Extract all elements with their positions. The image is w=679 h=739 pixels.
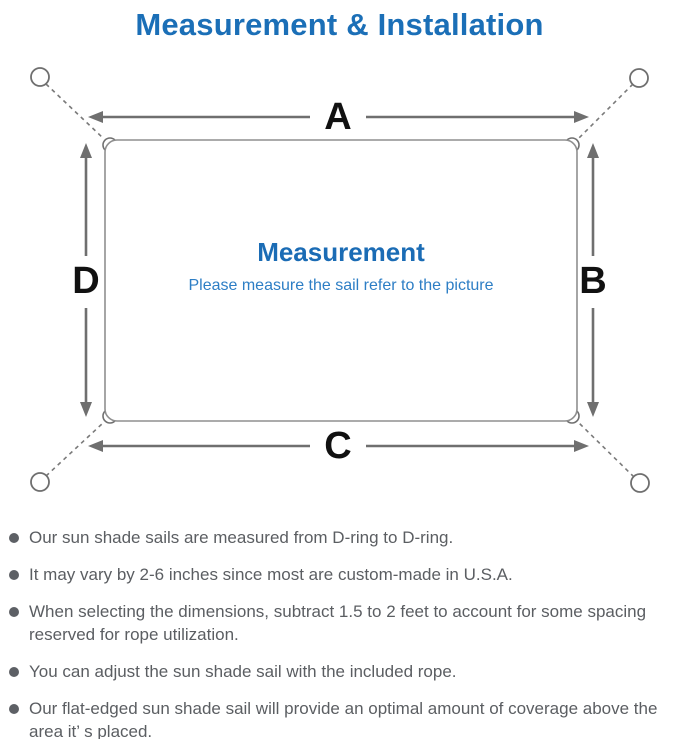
arrowhead-b-down: [587, 402, 599, 417]
dim-label-b: B: [579, 260, 607, 302]
notes-list: [9, 526, 669, 739]
note-text: When selecting the dimensions, subtract 1.5 to 2 feet to account for some spacing reserved for rope utilization.: [29, 602, 647, 644]
bullet-icon: [9, 704, 19, 714]
dim-label-d: D: [72, 260, 100, 302]
anchor-circle-bottom-left: [31, 473, 49, 491]
page-title: Measurement & Installation: [135, 7, 544, 42]
anchor-circle-bottom-right: [631, 474, 649, 492]
rope-bottom-left: [46, 423, 103, 476]
note-text: Our sun shade sails are measured from D-ring to D-ring.: [29, 528, 454, 547]
measurement-diagram: [0, 60, 679, 530]
arrowhead-c-right: [574, 440, 589, 452]
rope-bottom-right: [579, 423, 634, 477]
list-item: [9, 660, 669, 683]
list-item: [9, 697, 669, 739]
dim-label-c: C: [324, 425, 352, 467]
anchor-circle-top-left: [31, 68, 49, 86]
arrowhead-d-up: [80, 143, 92, 158]
arrowhead-a-right: [574, 111, 589, 123]
note-text: You can adjust the sun shade sail with the included rope.: [29, 662, 457, 681]
note-text: It may vary by 2-6 inches since most are custom-made in U.S.A.: [29, 565, 513, 584]
arrowhead-b-up: [587, 143, 599, 158]
arrowhead-a-left: [88, 111, 103, 123]
bullet-icon: [9, 607, 19, 617]
diagram-center-heading: Measurement: [257, 237, 425, 267]
anchor-circle-top-right: [630, 69, 648, 87]
list-item: [9, 526, 669, 549]
arrowhead-c-left: [88, 440, 103, 452]
arrowhead-d-down: [80, 402, 92, 417]
dim-label-a: A: [324, 96, 352, 138]
list-item: [9, 563, 669, 586]
bullet-icon: [9, 570, 19, 580]
bullet-icon: [9, 533, 19, 543]
rope-top-left: [46, 84, 103, 138]
list-item: [9, 600, 669, 646]
rope-top-right: [579, 84, 633, 138]
bullet-icon: [9, 667, 19, 677]
diagram-center-subtitle: Please measure the sail refer to the picture: [188, 277, 494, 294]
note-text: Our flat-edged sun shade sail will provide an optimal amount of coverage above the area it’ s placed.: [29, 699, 658, 739]
